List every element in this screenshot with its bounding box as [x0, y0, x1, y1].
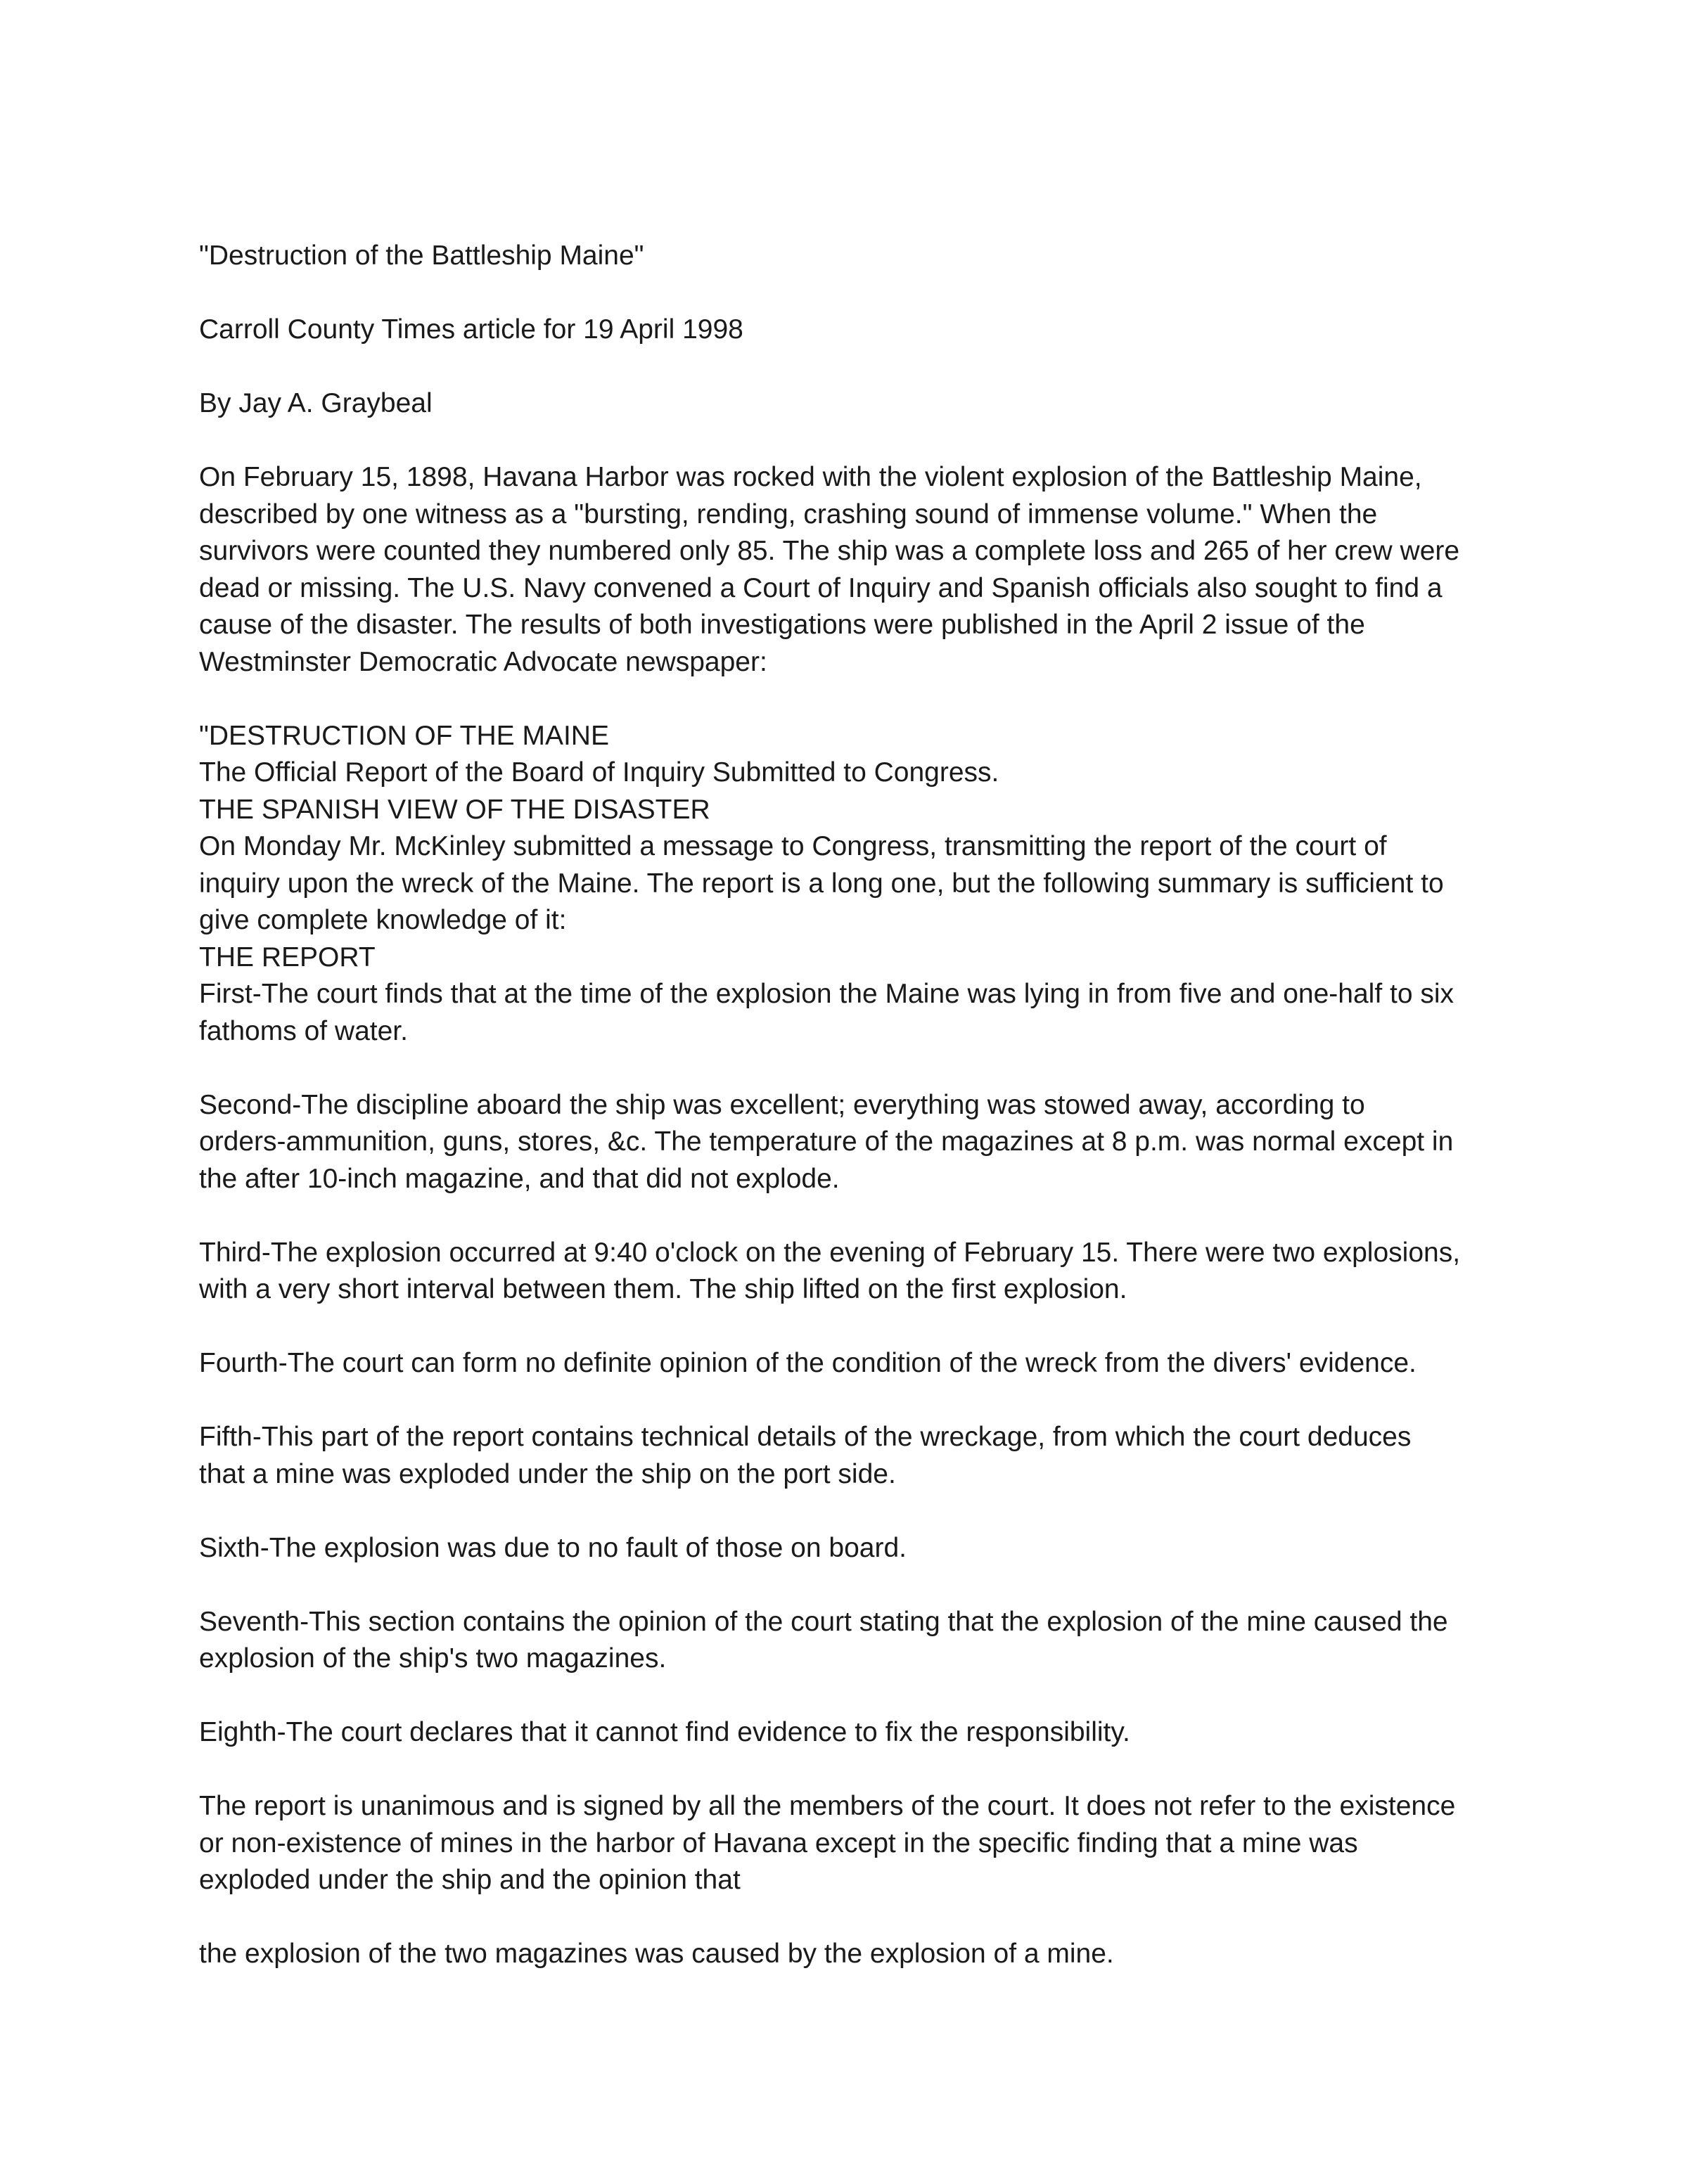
text-line: On February 15, 1898, Havana Harbor was rocked with the violent explosion of the Battleship Maine,: [199, 462, 1422, 492]
text-line: First-The court finds that at the time of the explosion the Maine was lying in from five and one-half to six: [199, 979, 1454, 1009]
finding-seventh: [199, 1604, 1507, 1678]
text-line: give complete knowledge of it:: [199, 905, 567, 935]
text-line: The report is unanimous and is signed by all the members of the court. It does not refer to the existence: [199, 1791, 1456, 1821]
text-line: or non-existence of mines in the harbor of Havana except in the specific finding that a mine was: [199, 1828, 1358, 1858]
text-line: inquiry upon the wreck of the Maine. The report is a long one, but the following summary is sufficient to: [199, 868, 1444, 899]
text-line: Sixth-The explosion was due to no fault of those on board.: [199, 1532, 907, 1563]
finding-third: [199, 1235, 1507, 1309]
finding-fifth: [199, 1419, 1507, 1493]
text-line: with a very short interval between them. The ship lifted on the first explosion.: [199, 1274, 1127, 1304]
document-page: [199, 238, 1507, 1973]
text-line: orders-ammunition, guns, stores, &c. The temperature of the magazines at 8 p.m. was normal except in: [199, 1126, 1454, 1157]
text-line: described by one witness as a "bursting, rending, crashing sound of immense volume." When the: [199, 499, 1378, 529]
intro-paragraph: [199, 459, 1507, 681]
text-line: that a mine was exploded under the ship on the port side.: [199, 1458, 896, 1489]
text-line: Third-The explosion occurred at 9:40 o'clock on the evening of February 15. There were two explosions,: [199, 1237, 1461, 1268]
final-paragraph: [199, 1936, 1507, 1973]
text-line: Fifth-This part of the report contains technical details of the wreckage, from which the court deduces: [199, 1422, 1412, 1452]
text-line: the explosion of the two magazines was caused by the explosion of a mine.: [199, 1939, 1114, 1969]
closing-paragraph: [199, 1788, 1507, 1899]
article-byline: By Jay A. Graybeal: [199, 388, 433, 418]
quote-subheadline: THE SPANISH VIEW OF THE DISASTER: [199, 794, 710, 825]
finding-fourth: [199, 1345, 1507, 1382]
article-source: Carroll County Times article for 19 April 1998: [199, 314, 743, 345]
text-line: dead or missing. The U.S. Navy convened a Court of Inquiry and Spanish officials also sought to find a: [199, 572, 1443, 603]
section-heading: THE REPORT: [199, 942, 376, 972]
article-title: "Destruction of the Battleship Maine": [199, 240, 644, 271]
text-line: survivors were counted they numbered only 85. The ship was a complete loss and 265 of her crew were: [199, 536, 1460, 566]
finding-sixth: [199, 1530, 1507, 1567]
text-line: explosion of the ship's two magazines.: [199, 1643, 667, 1674]
text-line: cause of the disaster. The results of both investigations were published in the April 2 issue of the: [199, 610, 1365, 640]
text-line: Westminster Democratic Advocate newspaper:: [199, 646, 767, 677]
text-line: Eighth-The court declares that it cannot find evidence to fix the responsibility.: [199, 1717, 1130, 1747]
text-line: Second-The discipline aboard the ship was excellent; everything was stowed away, according to: [199, 1089, 1365, 1120]
quote-subheadline: The Official Report of the Board of Inquiry Submitted to Congress.: [199, 757, 999, 788]
text-line: exploded under the ship and the opinion that: [199, 1865, 741, 1895]
finding-second: [199, 1087, 1507, 1198]
finding-eighth: [199, 1714, 1507, 1752]
text-line: Seventh-This section contains the opinion of the court stating that the explosion of the mine caused the: [199, 1606, 1448, 1637]
text-line: the after 10-inch magazine, and that did not explode.: [199, 1163, 840, 1194]
text-line: fathoms of water.: [199, 1015, 408, 1046]
quote-headline: "DESTRUCTION OF THE MAINE: [199, 720, 609, 751]
quote-block: [199, 718, 1507, 1051]
text-line: On Monday Mr. McKinley submitted a message to Congress, transmitting the report of the court of: [199, 831, 1387, 861]
text-line: Fourth-The court can form no definite opinion of the condition of the wreck from the divers' evidence.: [199, 1348, 1417, 1378]
